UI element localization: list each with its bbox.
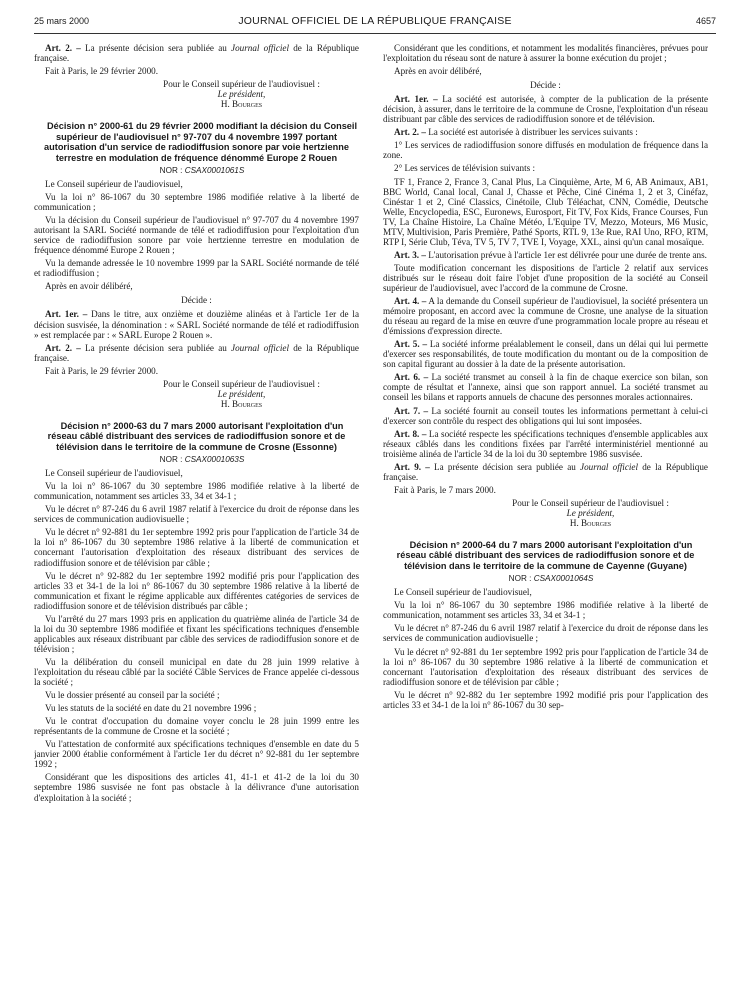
paragraph: Vu le décret n° 87-246 du 6 avril 1987 relatif à l'exercice du droit de réponse dans les services de communication audiovisuelle ; xyxy=(34,504,359,525)
article-paragraph: Art. 3. – L'autorisation prévue à l'article 1er est délivrée pour une durée de trente ans. xyxy=(394,249,707,260)
decision-title: Décision n° 2000-63 du 7 mars 2000 autorisant l'exploitation d'un réseau câblé distribuant des services de radiodiffusion sonore et de télévision dans le territoire de la commune de Crosne (Essonne) xyxy=(47,420,346,452)
header-journal-title: JOURNAL OFFICIEL DE LA RÉPUBLIQUE FRANÇAISE xyxy=(238,15,512,27)
signature-line: Pour le Conseil supérieur de l'audiovisuel : xyxy=(163,378,320,389)
nor-reference: NOR : CSAX0001063S xyxy=(159,455,245,465)
signature-name: H. Bourges xyxy=(220,99,263,110)
paragraph: Le Conseil supérieur de l'audiovisuel, xyxy=(394,587,532,598)
header-page-number: 4657 xyxy=(695,16,716,26)
page-header xyxy=(34,14,716,32)
paragraph: Après en avoir délibéré, xyxy=(394,66,482,77)
paragraph: Vu le contrat d'occupation du domaine voyer conclu le 28 juin 1999 entre les représentants de la commune de Crosne et la société ; xyxy=(34,716,359,737)
article-label: Art. 2. – xyxy=(394,127,426,138)
list-item: 2° Les services de télévision suivants : xyxy=(394,163,536,174)
signature-name: H. Bourges xyxy=(569,517,612,528)
paragraph: Vu l'attestation de conformité aux spécifications techniques d'ensemble en date du 5 janvier 2000 établie conformément à l'article 1er du décret n° 92-881 du 1er septembre 1992 ; xyxy=(34,739,359,770)
article-paragraph: Art. 1er. – La société est autorisée, à compter de la publication de la présente décision, à assurer, dans le territoire de la commune de Crosne, l'exploitation d'un réseau distribuant par câble des services de radiodiffusion sonore et de télévision. xyxy=(383,94,708,125)
signature-line: Pour le Conseil supérieur de l'audiovisuel : xyxy=(512,497,669,508)
paragraph: Vu la loi n° 86-1067 du 30 septembre 1986 modifiée relative à la liberté de communication ; xyxy=(34,192,359,213)
signature-title: Le président, xyxy=(566,507,615,518)
signature-title: Le président, xyxy=(217,388,266,399)
article-paragraph: Art. 8. – La société respecte les spécifications techniques d'ensemble applicables aux réseaux câblés dans les conditions fixées par l'arrêté interministériel mentionné au troisième alinéa de l'article 34 de la loi du 30 septembre 1986 susvisée. xyxy=(383,428,708,459)
article-paragraph: Art. 2. – La présente décision sera publiée au Journal officiel de la République française. xyxy=(34,342,359,363)
decision-title: Décision n° 2000-61 du 29 février 2000 modifiant la décision du Conseil supérieur de l'audiovisuel n° 97-707 du 4 novembre 1997 portant autorisation d'un service de radiodiffusion sonore par voie hertzienne terrestre en modulation de fréquence dénommé Europe 2 Rouen xyxy=(44,121,358,163)
article-label: Art. 9. – xyxy=(394,461,430,472)
paragraph: Vu le décret n° 92-881 du 1er septembre 1992 pris pour l'application de l'article 34 de la loi n° 86-1067 du 30 septembre 1986 relative à la liberté de communication et concernant l'autorisation d'exploitation des réseaux distribuant des services de radiodiffusion sonore et de télévision par câble ; xyxy=(383,646,708,687)
paragraph: Vu le décret n° 87-246 du 6 avril 1987 relatif à l'exercice du droit de réponse dans les services de communication audiovisuelle ; xyxy=(383,623,708,644)
header-rule xyxy=(34,33,716,34)
article-label: Art. 7. – xyxy=(394,405,429,416)
article-label: Art. 5. – xyxy=(394,339,428,350)
signature-title: Le président, xyxy=(217,89,266,100)
article-paragraph: Art. 5. – La société informe préalablement le conseil, dans un délai qui lui permette d'exercer ses responsabilités, de toute modification du montant ou de la composition de son capital figurant au dossier à la date de la présente autorisation. xyxy=(383,339,708,370)
article-paragraph: Art. 7. – La société fournit au conseil toutes les informations permettant à celui-ci d'exercer son contrôle du respect des obligations qui lui sont imposées. xyxy=(383,405,708,426)
article-label: Art. 1er. – xyxy=(394,94,438,105)
paragraph: Vu le décret n° 92-881 du 1er septembre 1992 pris pour l'application de l'article 34 de la loi n° 86-1067 du 30 septembre 1986 relative à la liberté de communication et concernant l'autorisation d'exploitation des réseaux distribuant des services de radiodiffusion sonore et de télévision par câble ; xyxy=(34,527,359,568)
decide-line: Décide : xyxy=(530,80,561,91)
article-label: Art. 3. – xyxy=(394,249,426,260)
paragraph: Toute modification concernant les dispositions de l'article 2 relatif aux services distribués sur le réseau doit faire l'objet d'une proposition de la société au Conseil supérieur de l'audiovisuel, avec l'accord de la commune de Crosne. xyxy=(383,262,708,293)
article-paragraph: Art. 4. – A la demande du Conseil supérieur de l'audiovisuel, la société présentera un mémoire proposant, en accord avec la commune de Crosne, une analyse de la situation du réseau au regard de la mise en œuvre d'une programmation locale propre au réseau et d'émissions d'expression directe. xyxy=(383,296,708,337)
signature-line: Pour le Conseil supérieur de l'audiovisuel : xyxy=(163,79,320,90)
article-paragraph: Art. 2. – La présente décision sera publiée au Journal officiel de la République française. xyxy=(34,43,359,64)
article-paragraph: Art. 9. – La présente décision sera publiée au Journal officiel de la République française. xyxy=(383,461,708,482)
paragraph: Considérant que les conditions, et notamment les modalités financières, prévues pour l'exploitation du réseau sont de nature à assurer la bonne exécution du projet ; xyxy=(383,43,708,64)
paragraph: Vu la loi n° 86-1067 du 30 septembre 1986 modifiée relative à la liberté de communication, notamment ses articles 33, 34 et 34-1 ; xyxy=(34,481,359,502)
nor-reference: NOR : CSAX0001061S xyxy=(159,165,245,175)
left-column xyxy=(34,43,359,985)
fait-line: Fait à Paris, le 29 février 2000. xyxy=(45,66,159,77)
decide-line: Décide : xyxy=(181,295,212,306)
article-label: Art. 4. – xyxy=(394,296,427,307)
paragraph: Le Conseil supérieur de l'audiovisuel, xyxy=(45,468,183,479)
paragraph: Vu les statuts de la société en date du 21 novembre 1996 ; xyxy=(45,703,257,714)
fait-line: Fait à Paris, le 29 février 2000. xyxy=(45,365,159,376)
article-label: Art. 6. – xyxy=(394,372,429,383)
paragraph: Vu le décret n° 92-882 du 1er septembre 1992 modifié pris pour l'application des articles 33 et 34-1 de la loi n° 86-1067 du 30 septembre 1986 relative à la liberté de communication et fixant le régime applicable aux différentes catégories de services de radiodiffusion sonore et de télévision distribués par câble ; xyxy=(34,570,359,611)
paragraph: Après en avoir délibéré, xyxy=(45,281,133,292)
article-paragraph: Art. 6. – La société transmet au conseil à la fin de chaque exercice son bilan, son compte de résultat et l'annexe, ainsi que son rapport annuel. La société transmet au conseil les bilans et rapports annuels de chacune des personnes morales actionnaires. xyxy=(383,372,708,403)
article-label: Art. 1er. – xyxy=(45,309,88,320)
article-label: Art. 2. – xyxy=(45,342,81,353)
right-column xyxy=(383,43,708,985)
paragraph: Vu le dossier présenté au conseil par la société ; xyxy=(45,690,220,701)
paragraph: Vu la demande adressée le 10 novembre 1999 par la SARL Société normande de télé et radiodiffusion ; xyxy=(34,258,359,279)
signature-name: H. Bourges xyxy=(220,398,263,409)
paragraph: Vu la délibération du conseil municipal en date du 28 juin 1999 relative à l'exploitation du réseau câblé par la société Câble Services de France appelée ci-dessous la société ; xyxy=(34,656,359,688)
paragraph: Vu la décision du Conseil supérieur de l'audiovisuel n° 97-707 du 4 novembre 1997 autorisant la SARL Société normande de télé et radiodiffusion pour l'exploitation d'un service de radiodiffusion sonore par voie hertzienne terrestre en modulation de fréquence dénommé Europe 2 Rouen ; xyxy=(34,215,359,256)
article-label: Art. 2. – xyxy=(45,43,81,53)
header-date: 25 mars 2000 xyxy=(34,16,90,26)
article-label: Art. 8. – xyxy=(394,428,427,439)
nor-reference: NOR : CSAX0001064S xyxy=(508,574,594,584)
paragraph: Considérant que les dispositions des articles 41, 41-1 et 41-2 de la loi du 30 septembre 1986 susvisée ne font pas obstacle à la délivrance d'une autorisation d'exploitation à la société ; xyxy=(34,772,359,803)
paragraph: Vu le décret n° 92-882 du 1er septembre 1992 modifié pris pour l'application des articles 33 et 34-1 de la loi n° 86-1067 du 30 sep- xyxy=(383,689,708,710)
paragraph: Le Conseil supérieur de l'audiovisuel, xyxy=(45,178,183,189)
article-paragraph: Art. 1er. – Dans le titre, aux onzième et douzième alinéas et à l'article 1er de la décision susvisée, la dénomination : « SARL Société normande de télé et radiodiffusion » est remplacée par : « SARL Europe 2 Rouen ». xyxy=(34,309,359,340)
fait-line: Fait à Paris, le 7 mars 2000. xyxy=(394,484,496,495)
paragraph: Vu l'arrêté du 27 mars 1993 pris en application du quatrième alinéa de l'article 34 de la loi du 30 septembre 1986 modifiée et fixant les spécifications techniques d'ensemble applicables aux réseaux distribuant par câble des services de radiodiffusion sonore et de télévision ; xyxy=(34,613,359,654)
decision-title: Décision n° 2000-64 du 7 mars 2000 autorisant l'exploitation d'un réseau câblé distribuant des services de radiodiffusion sonore et de télévision dans le territoire de la commune de Cayenne (Guyane) xyxy=(396,540,695,571)
paragraph: Vu la loi n° 86-1067 du 30 septembre 1986 modifiée relative à la liberté de communication, notamment ses articles 33, 34 et 34-1 ; xyxy=(383,600,708,621)
article-paragraph: Art. 2. – La société est autorisée à distribuer les services suivants : xyxy=(394,127,638,138)
services-list: TF 1, France 2, France 3, Canal Plus, La Cinquième, Arte, M 6, AB Animaux, AB1, BBC World, Canal local, Canal J, Chasse et Pêche, Ciné Cinéma 1, 2 et 3, Cinéfaz, Cinéstar 1 et 2, Ciné Classics, Cinétoile, Club Téléachat, CNN, Comédie, Deutsche Welle, Encyclopedia, ESC, Euronews, Eurosport, Fit TV, Fox Kids, France Courses, Fun TV, La Chaîne Histoire, La Chaîne Météo, L'Equipe TV, Mezzo, Moteurs, M6 Music, MTV, Multivision, Paris Première, Pathé Sports, RTL 9, 13e Rue, RAI Uno, RFO, RTM, RTP I, Série Club, Téva, TV 5, TV 7, TVE I, Voyage, XXL, ainsi qu'un canal mosaïque. xyxy=(383,176,708,247)
list-item: 1° Les services de radiodiffusion sonore diffusés en modulation de fréquence dans la zone. xyxy=(383,140,708,161)
